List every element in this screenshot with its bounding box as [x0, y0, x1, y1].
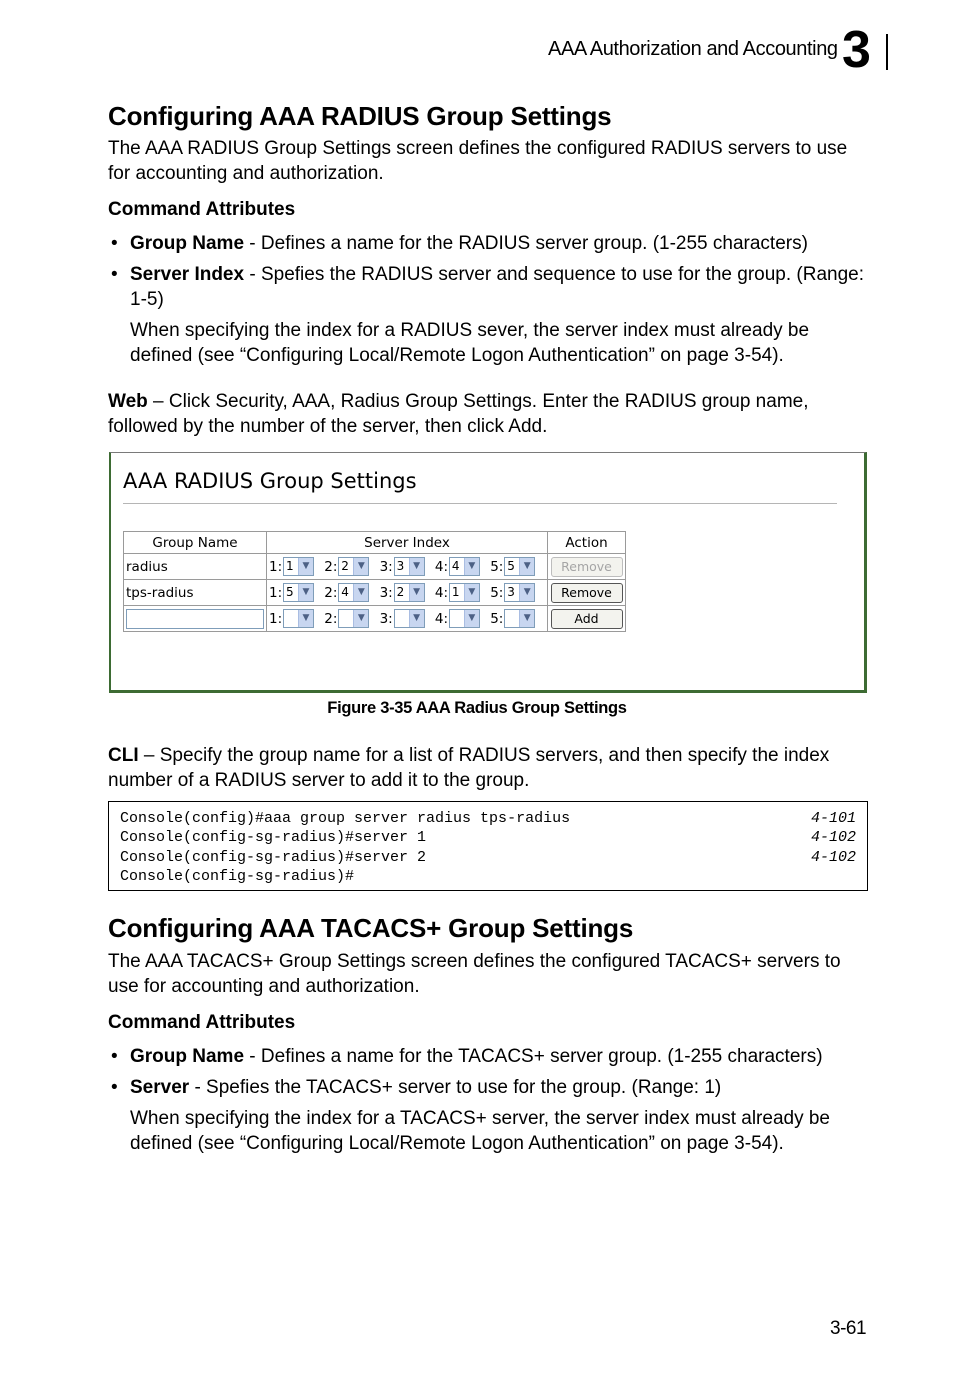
- group-name-cell: tps-radius: [124, 580, 267, 606]
- server-index-select-1[interactable]: 1 ▼: [283, 557, 314, 576]
- chevron-down-icon: ▼: [409, 610, 424, 627]
- list-item: • Server Index - Spefies the RADIUS server and sequence to use for the group. (Range: 1-5) When specifying the index for a RADIUS sever, the server index must already be defined (see “Configuring Local/Remote Logon Authentication” on page 3-54).: [108, 262, 868, 368]
- section-title-tacacs: Configuring AAA TACACS+ Group Settings: [108, 913, 634, 943]
- code-line: Console(config-sg-radius)#server 2 4-102: [120, 848, 856, 866]
- radius-group-settings-panel: [109, 452, 867, 693]
- server-index-select-2[interactable]: 2 ▼: [338, 557, 369, 576]
- list-item-note: When specifying the index for a RADIUS sever, the server index must already be defined (see “Configuring Local/Remote Logon Authentication” on page 3-54).: [130, 320, 810, 366]
- chevron-down-icon: ▼: [519, 558, 534, 575]
- attribute-list-tacacs: [108, 1044, 868, 1162]
- server-index-select-4[interactable]: [449, 609, 480, 628]
- table-row: [124, 580, 626, 606]
- server-index-select-3[interactable]: 3 ▼: [394, 557, 425, 576]
- list-item: • Server - Spefies the TACACS+ server to use for the group. (Range: 1) When specifying the index for a TACACS+ server, the server index must already be defined (see “Configuring Local/Remote Logon Authentication” on page 3-54).: [108, 1075, 868, 1156]
- section-intro-radius: The AAA RADIUS Group Settings screen defines the configured RADIUS servers to use for accounting and authorization.: [108, 138, 848, 184]
- chapter-number: 3: [842, 21, 870, 79]
- server-index-select-5[interactable]: [504, 609, 535, 628]
- command-attributes-heading: Command Attributes: [108, 1012, 296, 1033]
- column-header-group-name: Group Name: [124, 532, 267, 554]
- radius-group-table: [123, 531, 626, 632]
- chevron-down-icon: ▼: [519, 584, 534, 601]
- server-index-select-2[interactable]: 4 ▼: [338, 583, 369, 602]
- code-line: Console(config)#aaa group server radius tps-radius 4-101: [120, 810, 856, 827]
- list-item: • Group Name - Defines a name for the TACACS+ server group. (1-255 characters): [108, 1044, 868, 1069]
- table-row: [124, 606, 626, 632]
- group-name-input[interactable]: [126, 609, 264, 629]
- group-name-cell: radius: [124, 554, 267, 580]
- attribute-list-radius: [108, 231, 868, 374]
- web-instructions: Web – Click Security, AAA, Radius Group Settings. Enter the RADIUS group name, followed by the number of the server, then click Add.: [108, 391, 809, 437]
- server-index-select-5[interactable]: 3 ▼: [504, 583, 535, 602]
- server-index-select-4[interactable]: 1 ▼: [449, 583, 480, 602]
- chevron-down-icon: ▼: [464, 610, 479, 627]
- figure-caption: Figure 3-35 AAA Radius Group Settings: [327, 699, 627, 717]
- chevron-down-icon: ▼: [298, 610, 313, 627]
- chevron-down-icon: ▼: [298, 558, 313, 575]
- table-header-row: [124, 532, 626, 554]
- server-index-select-2[interactable]: [338, 609, 369, 628]
- list-item: • Group Name - Defines a name for the RADIUS server group. (1-255 characters): [108, 231, 868, 256]
- chevron-down-icon: ▼: [353, 610, 368, 627]
- chapter-divider: [886, 34, 888, 70]
- remove-button[interactable]: Remove: [551, 557, 623, 577]
- page-number: 3-61: [830, 1318, 867, 1339]
- section-intro-tacacs: The AAA TACACS+ Group Settings screen defines the configured TACACS+ servers to use for accounting and authorization.: [108, 951, 841, 997]
- chevron-down-icon: ▼: [464, 584, 479, 601]
- server-index-select-3[interactable]: 2 ▼: [394, 583, 425, 602]
- code-line: Console(config-sg-radius)#server 1 4-102: [120, 829, 856, 847]
- code-line: Console(config-sg-radius)#: [120, 867, 355, 885]
- panel-title: AAA RADIUS Group Settings: [123, 469, 417, 493]
- add-button[interactable]: Add: [551, 609, 623, 629]
- chevron-down-icon: ▼: [409, 584, 424, 601]
- panel-divider: [123, 503, 837, 504]
- cli-code-block: [108, 801, 868, 891]
- chevron-down-icon: ▼: [519, 610, 534, 627]
- chevron-down-icon: ▼: [464, 558, 479, 575]
- chevron-down-icon: ▼: [298, 584, 313, 601]
- server-index-cell: 1: 5 ▼ 2: 4 ▼ 3: 2 ▼ 4: 1 ▼ 5: 3 ▼: [267, 580, 548, 606]
- command-attributes-heading: Command Attributes: [108, 199, 296, 220]
- table-row: [124, 554, 626, 580]
- server-index-cell: 1: ▼ 2: ▼ 3: ▼ 4: ▼ 5: ▼: [267, 606, 548, 632]
- remove-button[interactable]: Remove: [551, 583, 623, 603]
- section-title-radius: Configuring AAA RADIUS Group Settings: [108, 101, 612, 131]
- running-header: AAA Authorization and Accounting: [548, 38, 838, 60]
- column-header-action: Action: [548, 532, 626, 554]
- chevron-down-icon: ▼: [353, 558, 368, 575]
- list-item-note: When specifying the index for a TACACS+ server, the server index must already be defined (see “Configuring Local/Remote Logon Authentication” on page 3-54).: [130, 1108, 830, 1154]
- server-index-select-5[interactable]: 5 ▼: [504, 557, 535, 576]
- cli-instructions: CLI – Specify the group name for a list of RADIUS servers, and then specify the index number of a RADIUS server to add it to the group.: [108, 745, 830, 791]
- server-index-select-1[interactable]: 5 ▼: [283, 583, 314, 602]
- server-index-select-3[interactable]: [394, 609, 425, 628]
- server-index-select-1[interactable]: [283, 609, 314, 628]
- server-index-cell: 1: 1 ▼ 2: 2 ▼ 3: 3 ▼ 4: 4 ▼ 5: 5 ▼: [267, 554, 548, 580]
- server-index-select-4[interactable]: 4 ▼: [449, 557, 480, 576]
- chevron-down-icon: ▼: [353, 584, 368, 601]
- chevron-down-icon: ▼: [409, 558, 424, 575]
- column-header-server-index: Server Index: [267, 532, 548, 554]
